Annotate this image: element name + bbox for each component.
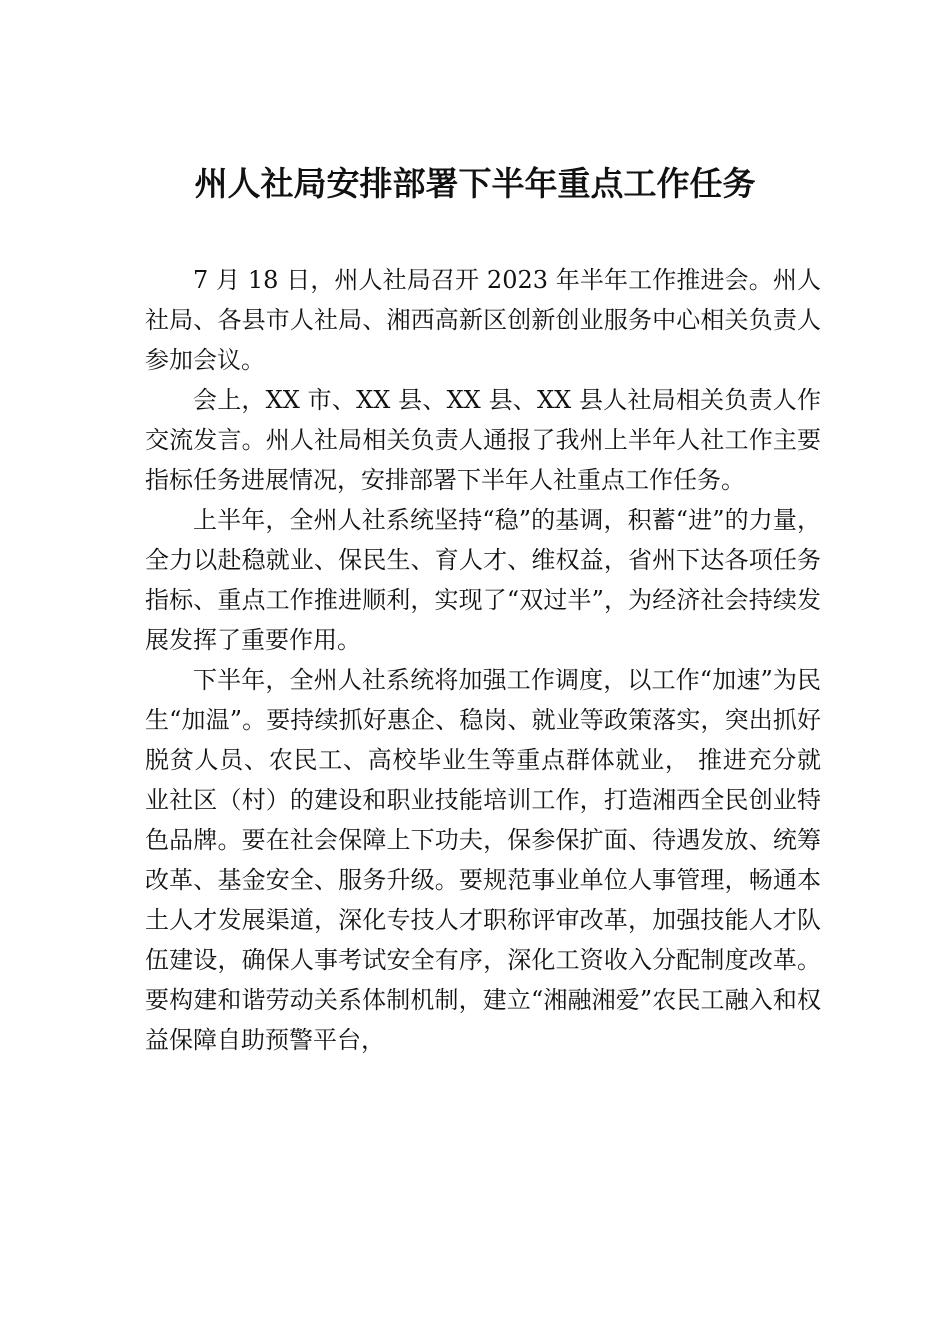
paragraph-meeting-intro: 7 月 18 日，州人社局召开 2023 年半年工作推进会。州人社局、各县市人社局、湘西高新区创新创业服务中心相关负责人参加会议。	[145, 266, 821, 374]
paragraph-meeting-exchange: 会上，XX 市、XX 县、XX 县、XX 县人社局相关负责人作交流发言。州人社局相关负责人通报了我州上半年人社工作主要指标任务进展情况，安排部署下半年人社重点工作任务。	[145, 386, 821, 494]
paragraph-second-half-plan: 下半年，全州人社系统将加强工作调度，以工作“加速”为民生“加温”。要持续抓好惠企、稳岗、就业等政策落实，突出抓好脱贫人员、农民工、高校毕业生等重点群体就业， 推进充分就业社区（村）的建设和职业技能培训工作，打造湘西全民创业特色品牌。要在社会保障上下功夫，保参保扩面、待遇发放、统筹改革、基金安全、服务升级。要规范事业单位人事管理，畅通本土人才发展渠道，深化专技人才职称评审改革，加强技能人才队伍建设，确保人事考试安全有序，深化工资收入分配制度改革。要构建和谐劳动关系体制机制，建立“湘融湘爱”农民工融入和权益保障自助预警平台，	[145, 666, 821, 1054]
document-body	[145, 260, 821, 1060]
document-title: 州人社局安排部署下半年重点工作任务	[194, 164, 756, 203]
paragraph-first-half-review: 上半年，全州人社系统坚持“稳”的基调，积蓄“进”的力量，全力以赴稳就业、保民生、育人才、维权益，省州下达各项任务指标、重点工作推进顺利，实现了“双过半”，为经济社会持续发展发挥了重要作用。	[145, 506, 821, 654]
